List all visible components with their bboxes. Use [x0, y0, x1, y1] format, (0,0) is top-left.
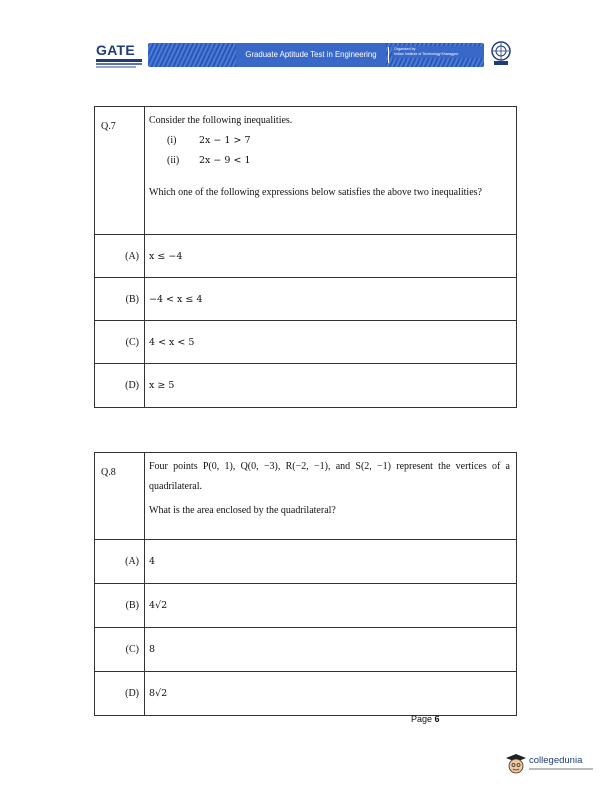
option-text: 4 < x < 5: [149, 336, 195, 348]
question-7-table: [94, 106, 517, 408]
option-c[interactable]: [95, 628, 516, 672]
question-text: [149, 453, 516, 525]
option-text: 8: [149, 644, 156, 655]
inequality-2: [149, 151, 510, 171]
inequality-1: [149, 131, 510, 151]
question-number: Q.8: [95, 453, 145, 539]
option-text: x ≥ 5: [149, 380, 175, 391]
option-b[interactable]: [95, 278, 516, 321]
option-label: (B): [95, 278, 145, 320]
option-c[interactable]: [95, 321, 516, 364]
option-label: (B): [95, 584, 145, 627]
option-label: (C): [95, 628, 145, 671]
gate-logo-text: GATE: [96, 42, 136, 58]
banner-organizer: [392, 46, 484, 58]
page-label: Page: [411, 714, 433, 724]
page-header: [96, 40, 516, 70]
inequality-expression: 2x − 1 > 7: [199, 135, 251, 146]
option-text: x ≤ −4: [149, 250, 183, 262]
option-text: 8√2: [149, 688, 168, 699]
inequality-number: (ii): [167, 155, 180, 166]
question-prompt: What is the area enclosed by the quadrilateral?: [149, 505, 336, 516]
question-7-stem: [95, 107, 516, 235]
option-label: (C): [95, 321, 145, 363]
graduate-mascot-icon: [505, 752, 527, 776]
option-b[interactable]: [95, 584, 516, 628]
option-label: (D): [95, 364, 145, 407]
question-8-table: [94, 452, 517, 716]
inequality-number: (i): [167, 135, 177, 146]
question-prompt: Which one of the following expressions below satisfies the above two inequalities?: [149, 187, 482, 198]
iit-emblem-icon: [490, 40, 512, 68]
question-number: Q.7: [95, 107, 145, 234]
collegedunia-logo: [505, 752, 597, 778]
question-intro: Consider the following inequalities.: [149, 115, 293, 126]
option-d[interactable]: [95, 672, 516, 715]
header-banner: [148, 43, 484, 67]
option-text: 4: [149, 556, 156, 567]
organized-by-label: Organised by: [394, 47, 416, 51]
question-text: [149, 107, 516, 207]
option-a[interactable]: [95, 540, 516, 584]
option-label: (A): [95, 235, 145, 277]
option-text: −4 < x ≤ 4: [149, 293, 203, 305]
banner-title: Graduate Aptitude Test in Engineering: [236, 43, 386, 67]
brand-name: collegedunia: [529, 755, 583, 766]
question-8-stem: [95, 453, 516, 540]
option-d[interactable]: [95, 364, 516, 407]
option-label: (D): [95, 672, 145, 715]
page-number-value: 6: [434, 714, 440, 724]
question-intro: Four points P(0, 1), Q(0, −3), R(−2, −1), and S(2, −1) represent the vertices of a quadrilateral.: [149, 461, 510, 492]
inequality-expression: 2x − 9 < 1: [199, 155, 251, 166]
page-number: [411, 714, 440, 724]
option-label: (A): [95, 540, 145, 583]
option-text: 4√2: [149, 600, 168, 611]
institute-name: Indian Institute of Technology Kharagpur: [394, 52, 459, 56]
gate-logo: [96, 42, 142, 68]
option-a[interactable]: [95, 235, 516, 278]
